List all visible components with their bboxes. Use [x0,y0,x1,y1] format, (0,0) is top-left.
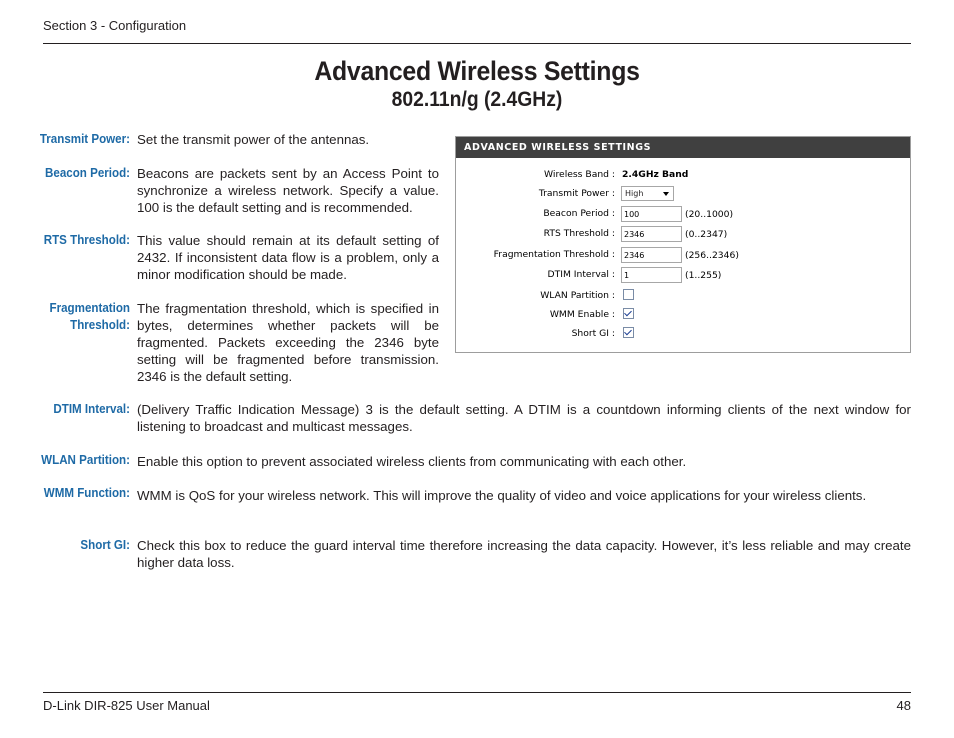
page-subtitle: 802.11n/g (2.4GHz) [391,88,563,111]
desc-wlan-partition: Enable this option to prevent associated wireless clients from communicating with each other. [137,454,687,469]
row-beacon-period [456,206,910,224]
advanced-wireless-settings-panel [455,136,911,353]
term-wlan-partition: WLAN Partition: [41,453,130,467]
term-rts-threshold: RTS Threshold: [43,233,130,247]
row-dtim-interval [456,267,910,285]
beacon-period-label: Beacon Period : [543,208,615,219]
term-transmit-power: Transmit Power: [39,132,131,146]
dtim-interval-hint: (1..255) [685,270,722,281]
section-header: Section 3 - Configuration [43,18,187,33]
fragmentation-threshold-input[interactable] [621,247,682,263]
dtim-interval-input[interactable] [621,267,682,283]
beacon-period-input[interactable] [621,206,682,222]
wireless-band-value: 2.4GHz Band [622,169,689,180]
term-wmm-function: WMM Function: [43,486,130,500]
footer-manual-title: D-Link DIR-825 User Manual [43,698,210,713]
row-wireless-band [456,167,910,185]
transmit-power-select[interactable] [621,186,674,201]
term-fragmentation-line1: Fragmentation [49,301,130,315]
dtim-interval-label: DTIM Interval : [547,269,615,280]
desc-beacon-period: Beacons are packets sent by an Access Point to synchronize a wireless network. Specify a value. 100 is the default setting and is recommended. [137,166,439,215]
page-number: 48 [896,698,911,713]
wireless-band-label: Wireless Band : [544,169,615,180]
wlan-partition-checkbox[interactable] [623,289,634,300]
fragmentation-threshold-hint: (256..2346) [685,250,739,261]
wmm-enable-label: WMM Enable : [549,309,615,320]
footer-rule [43,692,911,693]
row-short-gi [456,326,910,344]
fragmentation-threshold-label: Fragmentation Threshold : [493,249,615,260]
beacon-period-hint: (20..1000) [685,209,734,220]
chevron-down-icon [663,192,669,196]
desc-short-gi: Check this box to reduce the guard interval time therefore increasing the data capacity. However, it’s less reliable and may create higher data loss. [137,538,911,570]
term-fragmentation-threshold [20,300,130,334]
desc-wmm-function: WMM is QoS for your wireless network. This will improve the quality of video and voice applications for your wireless clients. [137,488,867,503]
short-gi-checkbox[interactable] [623,327,634,338]
rts-threshold-label: RTS Threshold : [543,228,615,239]
term-fragmentation-line2: Threshold: [70,318,130,332]
row-fragmentation-threshold [456,247,910,265]
page-title: Advanced Wireless Settings [314,56,640,86]
desc-rts-threshold: This value should remain at its default setting of 2432. If inconsistent data flow is a problem, only a minor modification should be made. [137,233,439,282]
row-rts-threshold [456,226,910,244]
row-transmit-power [456,186,910,204]
row-wlan-partition [456,288,910,306]
wlan-partition-label: WLAN Partition : [540,290,615,301]
header-rule [43,43,911,44]
transmit-power-label: Transmit Power : [538,188,615,199]
desc-transmit-power: Set the transmit power of the antennas. [137,132,370,147]
term-dtim-interval: DTIM Interval: [53,402,130,416]
desc-fragmentation-threshold: The fragmentation threshold, which is specified in bytes, determines whether packets will be fragmented. Packets exceeding the 2346 byte setting will be fragmented before transmission. 2346 is the default setting. [137,301,439,384]
desc-dtim-interval: (Delivery Traffic Indication Message) 3 is the default setting. A DTIM is a countdown informing clients of the next window for listening to broadcast and multicast messages. [137,402,911,434]
row-wmm-enable [456,307,910,325]
panel-title: ADVANCED WIRELESS SETTINGS [456,137,910,158]
rts-threshold-hint: (0..2347) [685,229,728,240]
term-short-gi: Short GI: [80,538,130,552]
transmit-power-selected: High [625,189,644,198]
rts-threshold-input[interactable] [621,226,682,242]
wmm-enable-checkbox[interactable] [623,308,634,319]
short-gi-label: Short GI : [571,328,615,339]
term-beacon-period: Beacon Period: [45,166,130,180]
